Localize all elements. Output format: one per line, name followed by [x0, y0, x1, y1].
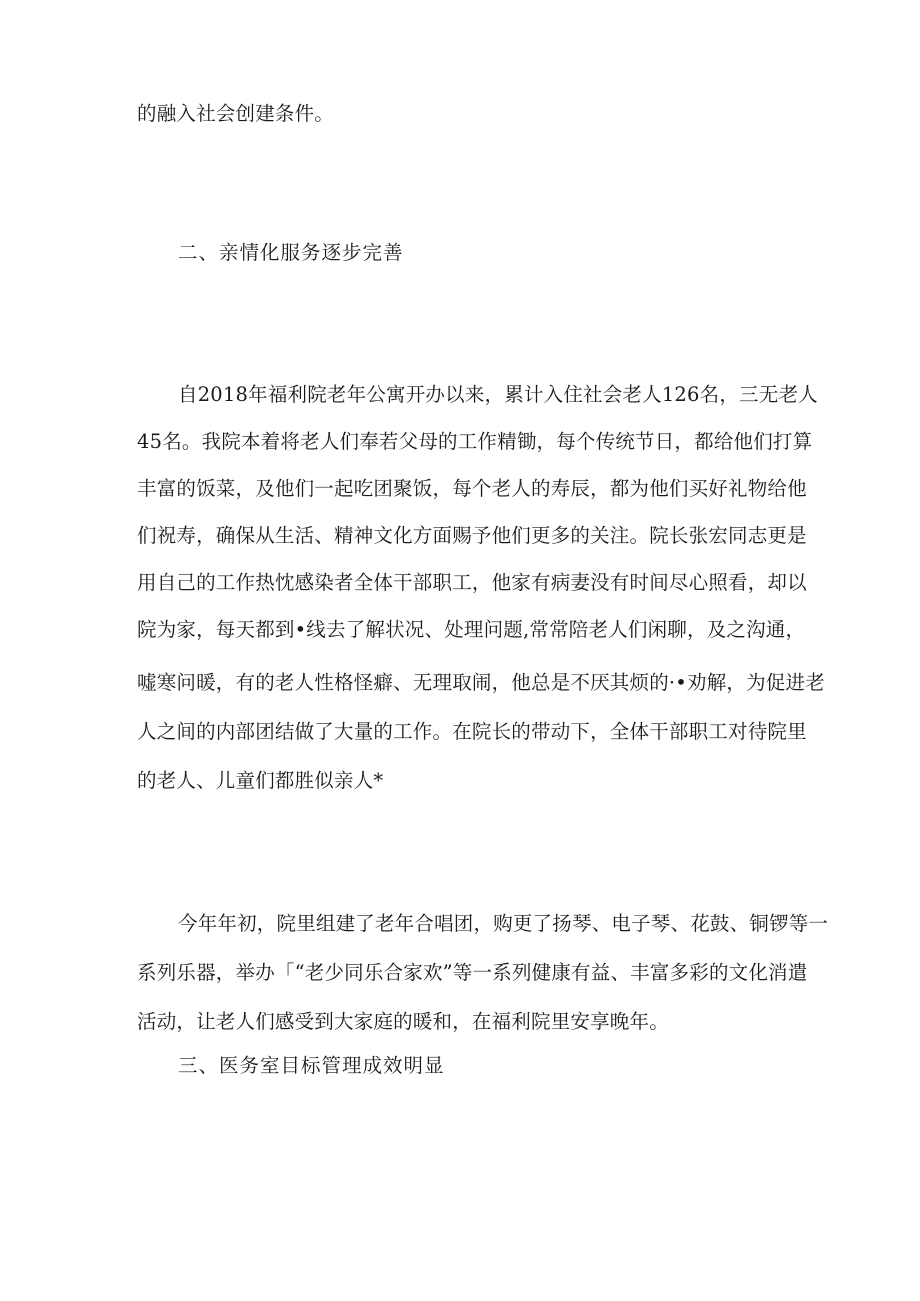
paragraph-line: 今年年初，院里组建了老年合唱团，购更了扬琴、电子琴、花鼓、铜锣等一 — [178, 912, 829, 935]
paragraph-line: 用自己的工作热忱感染者全体干部职工，他家有病妻没有时间尽心照看，却以 — [137, 571, 807, 594]
paragraph-line: 丰富的饭菜，及他们一起吃团聚饭，每个老人的寿辰，都为他们买好礼物给他 — [137, 477, 807, 500]
paragraph-line: 的老人、儿童们都胜似亲人* — [137, 769, 384, 792]
section-heading-3: 三、医务室目标管理成效明显 — [178, 1054, 445, 1077]
paragraph-line: 系列乐器，举办「“老少同乐合家欢”等一系列健康有益、丰富多彩的文化消遣 — [137, 961, 808, 984]
paragraph-line: 45名。我院本着将老人们奉若父母的工作精锄，每个传统节日，都给他们打算 — [137, 430, 813, 453]
paragraph-line: 院为家，每天都到•线去了解状况、处理问题,常常陪老人们闲聊，及之沟通， — [137, 618, 806, 641]
paragraph-line: 人之间的内部团结做了大量的工作。在院长的带动下，全体干部职工对待院里 — [137, 720, 807, 743]
continuation-line: 的融入社会创建条件。 — [137, 102, 335, 125]
paragraph-line: 活动，让老人们感受到大家庭的暖和，在福利院里安享晚年。 — [137, 1010, 669, 1033]
paragraph-line: 们祝寿，确保从生活、精神文化方面赐予他们更多的关注。院长张宏同志更是 — [137, 524, 807, 547]
paragraph-line: 嘘寒问暖，有的老人性格怪癖、无理取闹，他总是不厌其烦的·•劝解，为促进老 — [137, 671, 825, 694]
paragraph-line: 自2018年福利院老年公寓开办以来，累计入住社会老人126名，三无老人 — [178, 383, 818, 406]
section-heading-2: 二、亲情化服务逐步完善 — [178, 241, 404, 264]
